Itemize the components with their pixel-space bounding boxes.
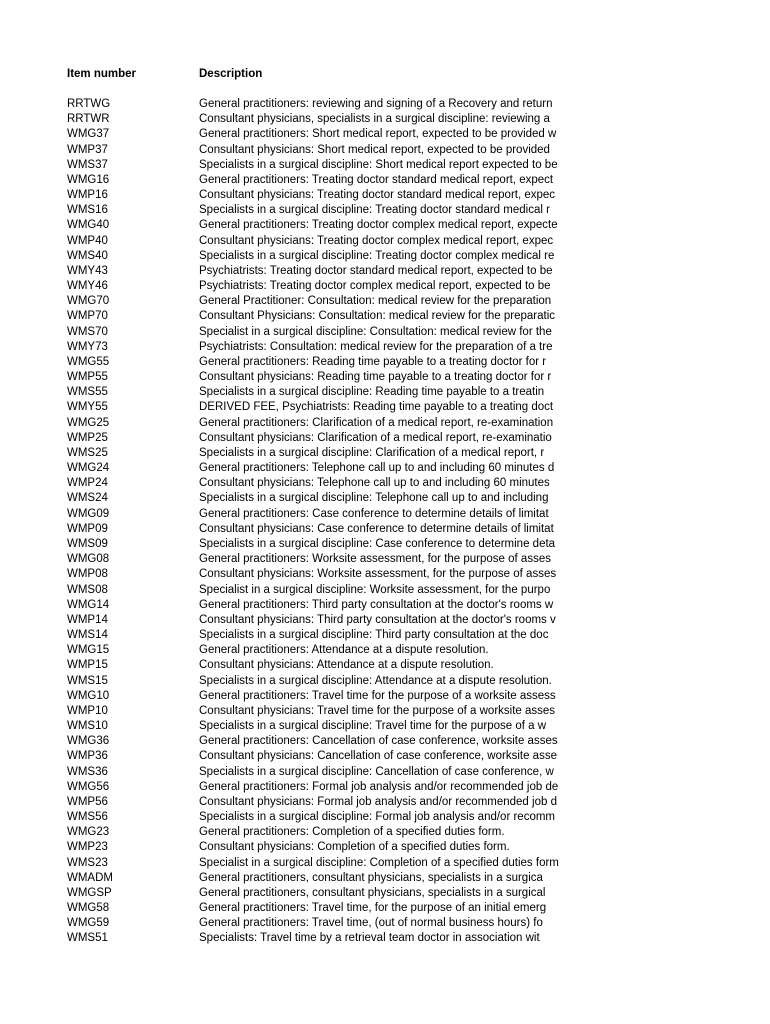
- item-number-cell: WMY46: [67, 280, 108, 293]
- table-row: [0, 689, 770, 704]
- item-number-cell: WMP55: [67, 371, 108, 384]
- item-number-cell: WMS14: [67, 629, 108, 642]
- table-row: [0, 856, 770, 871]
- description-cell: Specialists in a surgical discipline: Short medical report expected to be: [199, 158, 558, 171]
- description-cell: Consultant physicians: Worksite assessment, for the purpose of asses: [199, 568, 557, 581]
- table-row: [0, 234, 770, 249]
- table-row: [0, 476, 770, 491]
- item-number-cell: WMG15: [67, 644, 110, 657]
- item-number-cell: WMG58: [67, 902, 110, 915]
- table-row: [0, 765, 770, 780]
- description-cell: General practitioners: Cancellation of case conference, worksite asses: [199, 735, 558, 748]
- table-row: [0, 143, 770, 158]
- table-row: [0, 552, 770, 567]
- item-number-cell: WMS15: [67, 674, 108, 687]
- description-cell: General practitioners: Travel time, (out of normal business hours) fo: [199, 917, 543, 930]
- table-row: [0, 309, 770, 324]
- description-cell: Psychiatrists: Consultation: medical review for the preparation of a tre: [199, 340, 553, 353]
- table-row: [0, 173, 770, 188]
- description-cell: Consultant physicians: Case conference to determine details of limitat: [199, 522, 554, 535]
- item-number-cell: WMG70: [67, 295, 110, 308]
- table-row: [0, 674, 770, 689]
- description-cell: General practitioners: Completion of a specified duties form.: [199, 826, 505, 839]
- item-number-cell: WMG59: [67, 917, 110, 930]
- item-number-cell: WMS40: [67, 249, 108, 262]
- table-row: [0, 461, 770, 476]
- description-cell: Specialists in a surgical discipline: Formal job analysis and/or recomm: [199, 811, 556, 824]
- description-cell: Specialists in a surgical discipline: Travel time for the purpose of a w: [199, 720, 547, 733]
- table-row: [0, 522, 770, 537]
- description-cell: General practitioners: Travel time for the purpose of a worksite assess: [199, 689, 556, 702]
- table-row: [0, 719, 770, 734]
- description-cell: General practitioners: Third party consultation at the doctor's rooms w: [199, 598, 554, 611]
- description-cell: General practitioners: Worksite assessment, for the purpose of asses: [199, 553, 551, 566]
- description-cell: Consultant Physicians: Consultation: medical review for the preparatic: [199, 310, 556, 323]
- table-row: [0, 97, 770, 112]
- description-cell: Consultant physicians: Treating doctor standard medical report, expec: [199, 189, 556, 202]
- description-cell: Consultant physicians: Formal job analysis and/or recommended job d: [199, 795, 557, 808]
- item-number-cell: WMG14: [67, 598, 110, 611]
- table-row: [0, 749, 770, 764]
- item-number-cell: WMS09: [67, 537, 108, 550]
- item-number-cell: WMG25: [67, 416, 110, 429]
- table-row: [0, 825, 770, 840]
- item-number-cell: WMG10: [67, 689, 110, 702]
- table-row: [0, 628, 770, 643]
- item-number-cell: WMS23: [67, 856, 108, 869]
- description-cell: Specialists in a surgical discipline: Case conference to determine deta: [199, 537, 556, 550]
- item-number-cell: WMS16: [67, 204, 108, 217]
- item-number-header: Item number: [67, 68, 137, 80]
- description-header: Description: [199, 68, 263, 80]
- table-row: [0, 112, 770, 127]
- description-cell: Specialists in a surgical discipline: Clarification of a medical report, r: [199, 446, 545, 459]
- table-row: [0, 158, 770, 173]
- description-cell: Consultant physicians: Third party consultation at the doctor's rooms v: [199, 613, 556, 626]
- table-row: [0, 416, 770, 431]
- description-cell: DERIVED FEE, Psychiatrists: Reading time payable to a treating doct: [199, 401, 554, 414]
- description-cell: Consultant physicians: Completion of a specified duties form.: [199, 841, 510, 854]
- description-cell: Specialist in a surgical discipline: Consultation: medical review for the: [199, 325, 552, 338]
- table-row: [0, 613, 770, 628]
- description-cell: General practitioners: Clarification of a medical report, re-examination: [199, 416, 554, 429]
- table-row: [0, 340, 770, 355]
- item-number-cell: WMP37: [67, 143, 108, 156]
- table-row: [0, 385, 770, 400]
- table-row: [0, 734, 770, 749]
- item-number-cell: WMGSP: [67, 886, 112, 899]
- table-row: [0, 507, 770, 522]
- table-row: [0, 400, 770, 415]
- description-cell: General practitioners: Telephone call up to and including 60 minutes d: [199, 462, 555, 475]
- table-row: [0, 704, 770, 719]
- table-row: [0, 567, 770, 582]
- table-row: [0, 446, 770, 461]
- description-cell: Specialists in a surgical discipline: Attendance at a dispute resolution.: [199, 674, 552, 687]
- table-row: [0, 264, 770, 279]
- data-rows: [0, 97, 770, 947]
- item-number-cell: WMP25: [67, 431, 108, 444]
- description-cell: Psychiatrists: Treating doctor complex medical report, expected to be: [199, 280, 551, 293]
- description-cell: General practitioners: Treating doctor complex medical report, expecte: [199, 219, 558, 232]
- item-number-cell: WMG56: [67, 780, 110, 793]
- item-number-cell: WMY55: [67, 401, 108, 414]
- description-cell: Specialists in a surgical discipline: Cancellation of case conference, w: [199, 765, 554, 778]
- item-number-cell: WMG16: [67, 173, 110, 186]
- description-cell: Consultant physicians: Attendance at a dispute resolution.: [199, 659, 494, 672]
- description-cell: Consultant physicians: Reading time payable to a treating doctor for r: [199, 371, 552, 384]
- table-row: [0, 370, 770, 385]
- item-number-cell: WMS25: [67, 446, 108, 459]
- description-cell: Specialists in a surgical discipline: Reading time payable to a treatin: [199, 386, 545, 399]
- table-row: [0, 901, 770, 916]
- item-number-cell: WMG23: [67, 826, 110, 839]
- table-row: [0, 643, 770, 658]
- item-number-cell: WMG36: [67, 735, 110, 748]
- description-cell: Specialist in a surgical discipline: Completion of a specified duties form: [199, 856, 559, 869]
- description-cell: General practitioners: Attendance at a dispute resolution.: [199, 644, 489, 657]
- table-row: [0, 916, 770, 931]
- table-row: [0, 598, 770, 613]
- table-row: [0, 249, 770, 264]
- table-row: [0, 355, 770, 370]
- description-cell: Consultant physicians: Travel time for the purpose of a worksite asses: [199, 704, 556, 717]
- item-number-cell: WMG24: [67, 462, 110, 475]
- table-row: [0, 127, 770, 142]
- description-cell: General practitioners, consultant physicians, specialists in a surgical: [199, 886, 546, 899]
- description-cell: General practitioners: reviewing and signing of a Recovery and return: [199, 98, 553, 110]
- item-number-cell: WMS08: [67, 583, 108, 596]
- item-number-cell: WMP09: [67, 522, 108, 535]
- item-number-cell: WMP24: [67, 477, 108, 490]
- item-number-cell: WMS55: [67, 386, 108, 399]
- item-number-cell: WMY43: [67, 264, 108, 277]
- item-number-cell: WMP08: [67, 568, 108, 581]
- description-cell: Specialists in a surgical discipline: Treating doctor complex medical re: [199, 249, 555, 262]
- description-cell: General Practitioner: Consultation: medical review for the preparation: [199, 295, 552, 308]
- item-number-cell: WMP16: [67, 189, 108, 202]
- description-cell: General practitioners: Formal job analysis and/or recommended job de: [199, 780, 559, 793]
- table-row: [0, 931, 770, 946]
- table-row: [0, 658, 770, 673]
- description-cell: Specialists in a surgical discipline: Third party consultation at the doc: [199, 629, 549, 642]
- description-cell: Specialists: Travel time by a retrieval team doctor in association wit: [199, 932, 540, 945]
- item-number-cell: WMADM: [67, 871, 113, 884]
- item-number-cell: WMG40: [67, 219, 110, 232]
- table-row: [0, 810, 770, 825]
- table-row: [0, 537, 770, 552]
- description-cell: Specialists in a surgical discipline: Treating doctor standard medical r: [199, 204, 550, 217]
- table-row: [0, 188, 770, 203]
- description-cell: Consultant physicians: Short medical report, expected to be provided: [199, 143, 550, 156]
- item-number-cell: WMP40: [67, 234, 108, 247]
- description-cell: General practitioners: Short medical report, expected to be provided w: [199, 128, 557, 141]
- item-number-cell: RRTWG: [67, 98, 111, 110]
- table-row: [0, 795, 770, 810]
- item-number-cell: WMP36: [67, 750, 108, 763]
- table-row: [0, 203, 770, 218]
- item-number-cell: WMS36: [67, 765, 108, 778]
- item-number-cell: WMG08: [67, 553, 110, 566]
- item-number-cell: WMP70: [67, 310, 108, 323]
- item-number-cell: WMS51: [67, 932, 108, 945]
- item-number-cell: WMS70: [67, 325, 108, 338]
- description-cell: General practitioners: Travel time, for the purpose of an initial emerg: [199, 902, 547, 915]
- table-row: [0, 325, 770, 340]
- item-number-cell: WMG09: [67, 507, 110, 520]
- item-number-cell: WMP23: [67, 841, 108, 854]
- table-row: [0, 279, 770, 294]
- table-row: [0, 294, 770, 309]
- table-row: [0, 218, 770, 233]
- description-cell: Consultant physicians: Treating doctor complex medical report, expec: [199, 234, 554, 247]
- item-number-cell: WMG37: [67, 128, 110, 141]
- description-cell: General practitioners: Case conference to determine details of limitat: [199, 507, 549, 520]
- item-number-cell: WMS10: [67, 720, 108, 733]
- item-number-cell: WMS56: [67, 811, 108, 824]
- table-row: [0, 491, 770, 506]
- item-number-cell: WMY73: [67, 340, 108, 353]
- description-cell: Psychiatrists: Treating doctor standard medical report, expected to be: [199, 264, 553, 277]
- description-cell: General practitioners: Treating doctor standard medical report, expect: [199, 173, 554, 186]
- description-cell: Specialist in a surgical discipline: Worksite assessment, for the purpo: [199, 583, 551, 596]
- description-cell: Consultant physicians: Clarification of a medical report, re-examinatio: [199, 431, 552, 444]
- item-number-cell: WMP15: [67, 659, 108, 672]
- item-number-cell: WMP14: [67, 613, 108, 626]
- table-row: [0, 840, 770, 855]
- description-cell: Consultant physicians: Cancellation of case conference, worksite asse: [199, 750, 557, 763]
- table-row: [0, 431, 770, 446]
- table-row: [0, 886, 770, 901]
- item-number-cell: WMG55: [67, 355, 110, 368]
- description-cell: General practitioners, consultant physicians, specialists in a surgica: [199, 871, 543, 884]
- item-number-cell: WMP10: [67, 704, 108, 717]
- table-row: [0, 871, 770, 886]
- description-cell: Consultant physicians, specialists in a surgical discipline: reviewing a: [199, 113, 550, 126]
- description-cell: General practitioners: Reading time payable to a treating doctor for r: [199, 355, 547, 368]
- item-number-cell: WMS24: [67, 492, 108, 505]
- description-cell: Specialists in a surgical discipline: Telephone call up to and including: [199, 492, 549, 505]
- item-number-cell: RRTWR: [67, 113, 110, 126]
- item-number-cell: WMS37: [67, 158, 108, 171]
- table-row: [0, 780, 770, 795]
- item-number-cell: WMP56: [67, 795, 108, 808]
- table-row: [0, 583, 770, 598]
- description-cell: Consultant physicians: Telephone call up to and including 60 minutes: [199, 477, 550, 490]
